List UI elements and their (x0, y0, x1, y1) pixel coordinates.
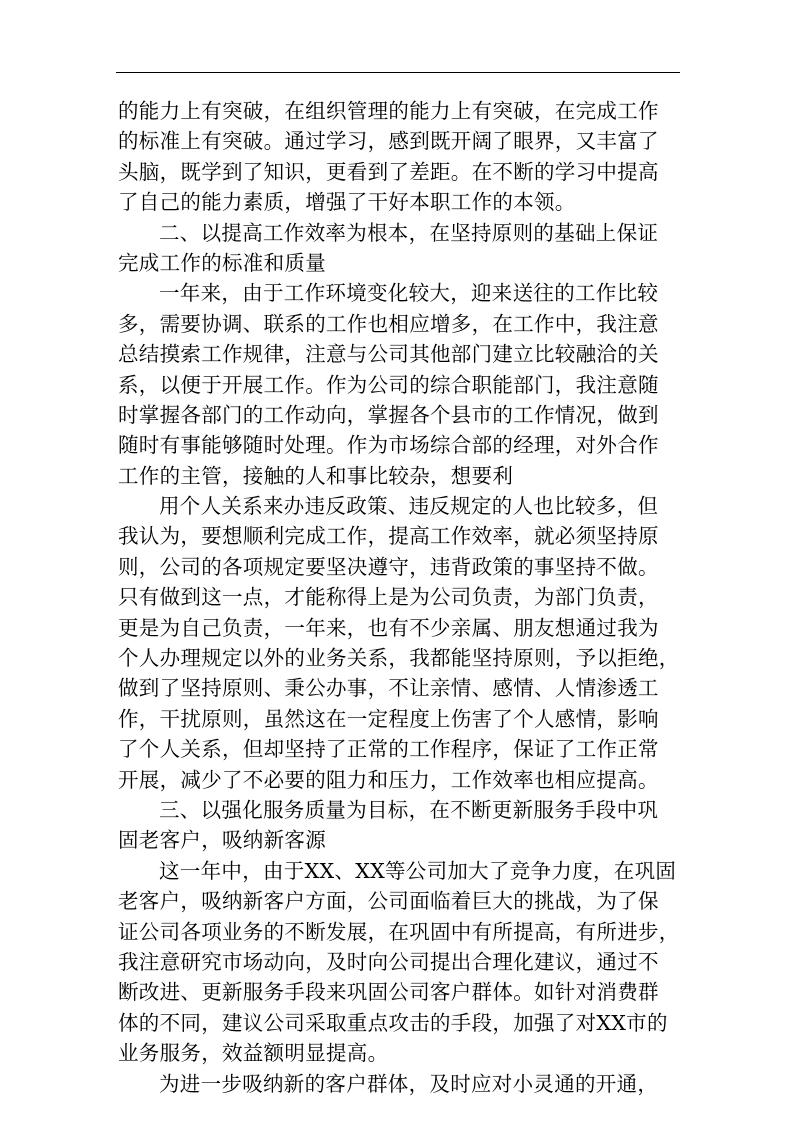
text-line: 工作的主管，接触的人和事比较杂，想要利 (118, 463, 514, 488)
text-line: 我注意研究市场动向，及时向公司提出合理化建议，通过不 (118, 949, 659, 974)
text-line: 更是为自己负责，一年来，也有不少亲属、朋友想通过我为 (118, 615, 659, 640)
text-line: 系，以便于开展工作。作为公司的综合职能部门，我注意随 (118, 372, 659, 397)
text-line: 老客户，吸纳新客户方面，公司面临着巨大的挑战，为了保 (118, 889, 659, 914)
paragraph-start: 一年来，由于工作环境变化较大，迎来送往的工作比较 (159, 281, 659, 306)
text-line: 证公司各项业务的不断发展，在巩固中有所提高，有所进步， (118, 919, 680, 944)
text-line: 体的不同，建议公司采取重点攻击的手段，加强了对XX市的 (118, 1010, 668, 1035)
text-line: 则，公司的各项规定要坚决遵守，违背政策的事坚持不做。 (118, 554, 659, 579)
paragraph-start: 这一年中，由于XX、XX等公司加大了竞争力度，在巩固 (159, 858, 677, 883)
paragraph-start: 用个人关系来办违反政策、违反规定的人也比较多，但 (159, 494, 659, 519)
section-heading: 三、以强化服务质量为目标，在不断更新服务手段中巩 (159, 797, 659, 822)
text-line: 的能力上有突破，在组织管理的能力上有突破，在完成工作 (118, 99, 659, 123)
text-line: 业务服务，效益额明显提高。 (118, 1041, 389, 1066)
paragraph-start: 为进一步吸纳新的客户群体，及时应对小灵通的开通， (159, 1071, 659, 1096)
document-body (118, 96, 684, 1099)
text-line: 开展，减少了不必要的阻力和压力，工作效率也相应提高。 (118, 767, 659, 792)
text-line: 了个人关系，但却坚持了正常的工作程序，保证了工作正常 (118, 737, 659, 762)
text-line: 多，需要协调、联系的工作也相应增多，在工作中，我注意 (118, 311, 659, 336)
section-heading-continued: 固老客户，吸纳新客源 (118, 828, 326, 853)
text-line: 随时有事能够随时处理。作为市场综合部的经理，对外合作 (118, 433, 659, 458)
text-line: 个人办理规定以外的业务关系，我都能坚持原则，予以拒绝， (118, 646, 680, 671)
text-line: 头脑，既学到了知识，更看到了差距。在不断的学习中提高 (118, 159, 659, 184)
text-line: 作，干扰原则，虽然这在一定程度上伤害了个人感情，影响 (118, 706, 659, 731)
text-line: 断改进、更新服务手段来巩固公司客户群体。如针对消费群 (118, 980, 659, 1005)
text-line: 只有做到这一点，才能称得上是为公司负责，为部门负责， (118, 585, 659, 610)
text-line: 我认为，要想顺利完成工作，提高工作效率，就必须坚持原 (118, 524, 659, 549)
section-heading-continued: 完成工作的标准和质量 (118, 250, 326, 275)
header-rule (116, 72, 680, 73)
text-line: 总结摸索工作规律，注意与公司其他部门建立比较融洽的关 (118, 342, 659, 367)
section-heading: 二、以提高工作效率为根本，在坚持原则的基础上保证 (159, 220, 659, 245)
text-line: 做到了坚持原则、秉公办事，不让亲情、感情、人情渗透工 (118, 676, 659, 701)
text-line: 的标准上有突破。通过学习，感到既开阔了眼界，又丰富了 (118, 129, 659, 154)
text-line: 了自己的能力素质，增强了干好本职工作的本领。 (118, 190, 576, 215)
text-line: 时掌握各部门的工作动向，掌握各个县市的工作情况，做到 (118, 402, 659, 427)
